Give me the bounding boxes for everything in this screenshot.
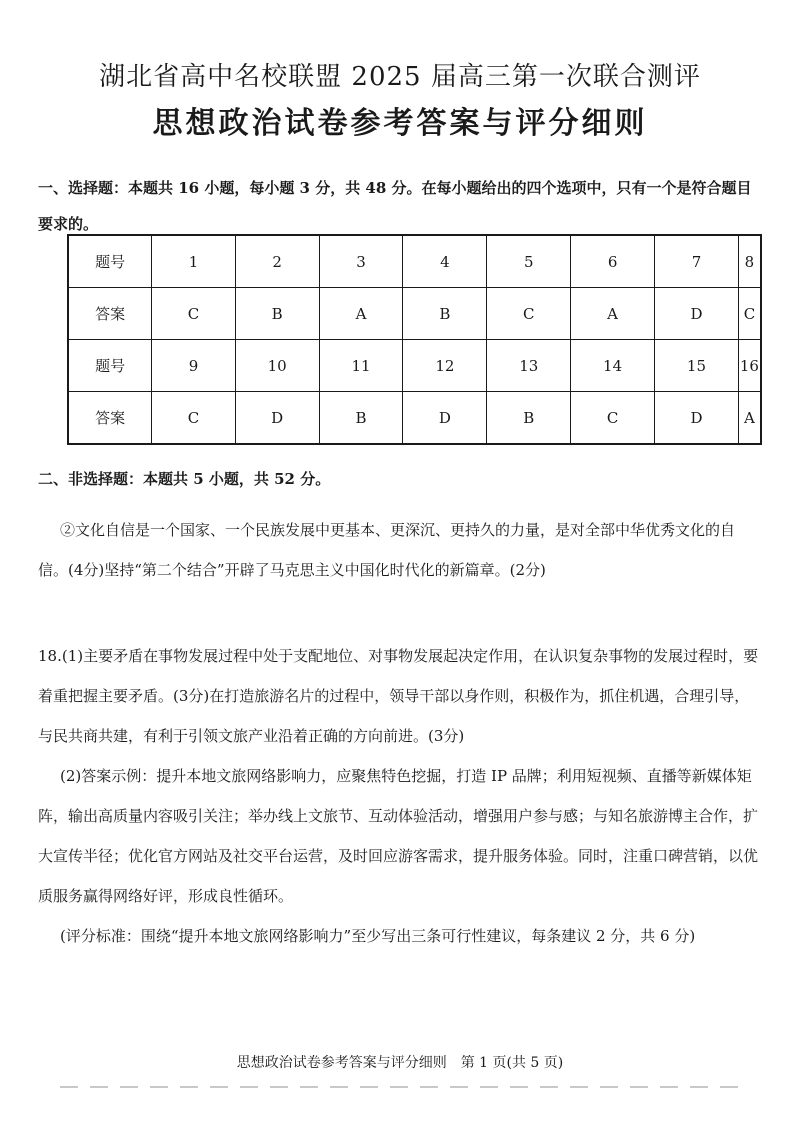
answer-cell: B: [487, 392, 571, 445]
answer-cell: C: [738, 288, 761, 340]
question-number: 3: [319, 235, 403, 288]
answer-cell: A: [571, 288, 655, 340]
answer-cell: B: [403, 288, 487, 340]
table-row-question-2: [68, 340, 761, 392]
answer-cell: B: [319, 392, 403, 445]
q17-paragraph: ②文化自信是一个国家、一个民族发展中更基本、更深沉、更持久的力量，是对全部中华优秀文化的自信。(4分)坚持“第二个结合”开辟了马克思主义中国化时代化的新篇章。(2分): [38, 521, 736, 579]
question-number: 13: [487, 340, 571, 392]
row-label-question: 题号: [68, 340, 152, 392]
q18-scoring-note: (评分标准：围绕“提升本地文旅网络影响力”至少写出三条可行性建议，每条建议 2 分，共 6 分): [60, 927, 696, 945]
question-number: 12: [403, 340, 487, 392]
answer-cell: B: [235, 288, 319, 340]
answer-cell: D: [235, 392, 319, 445]
q18-part2-paragraph: (2)答案示例：提升本地文旅网络影响力，应聚焦特色挖掘，打造 IP 品牌；利用短视频、直播等新媒体矩阵，输出高质量内容吸引关注；举办线上文旅节、互动体验活动，增强用户参与感；与知名旅游博主合作，扩大宣传半径；优化官方网站及社交平台运营，及时回应游客需求，提升服务体验。同时，注重口碑营销，以优质服务赢得网络好评，形成良性循环。: [38, 767, 759, 905]
table-row-answer-2: [68, 392, 761, 445]
page-footer: 思想政治试卷参考答案与评分细则 第 1 页(共 5 页): [236, 1055, 564, 1071]
answer-cell: D: [655, 392, 739, 445]
scan-artifact-line: [60, 1086, 740, 1088]
document-subtitle: 思想政治试卷参考答案与评分细则: [152, 106, 648, 141]
question-number: 15: [655, 340, 739, 392]
section-2-heading: 二、非选择题：本题共 5 小题，共 52 分。: [38, 470, 331, 488]
answer-cell: D: [403, 392, 487, 445]
row-label-answer: 答案: [68, 392, 152, 445]
question-number: 14: [571, 340, 655, 392]
answer-table: [67, 234, 762, 445]
question-number: 11: [319, 340, 403, 392]
question-number: 7: [655, 235, 739, 288]
answer-cell: C: [152, 392, 236, 445]
question-number: 4: [403, 235, 487, 288]
question-number: 10: [235, 340, 319, 392]
answer-cell: A: [319, 288, 403, 340]
answer-cell: C: [571, 392, 655, 445]
answer-cell: C: [152, 288, 236, 340]
question-number: 5: [487, 235, 571, 288]
question-17-answer: [38, 510, 764, 590]
document-title: 湖北省高中名校联盟 2025 届高三第一次联合测评: [99, 62, 701, 92]
answer-cell: A: [738, 392, 761, 445]
q18-part1-paragraph: 18.(1)主要矛盾在事物发展过程中处于支配地位、对事物发展起决定作用，在认识复杂事物的发展过程时，要着重把握主要矛盾。(3分)在打造旅游名片的过程中，领导干部以身作则，积极作为，抓住机遇，合理引导，与民共商共建，有利于引领文旅产业沿着正确的方向前进。(3分): [38, 647, 759, 745]
question-number: 2: [235, 235, 319, 288]
table-row-answer-1: [68, 288, 761, 340]
answer-cell: C: [487, 288, 571, 340]
question-18-answer: [38, 636, 764, 956]
section-1-heading: 一、选择题：本题共 16 小题，每小题 3 分，共 48 分。在每小题给出的四个选项中，只有一个是符合题目要求的。: [38, 179, 752, 233]
question-number: 16: [738, 340, 761, 392]
row-label-answer: 答案: [68, 288, 152, 340]
table-row-question-1: [68, 235, 761, 288]
question-number: 8: [738, 235, 761, 288]
question-number: 9: [152, 340, 236, 392]
answer-cell: D: [655, 288, 739, 340]
question-number: 1: [152, 235, 236, 288]
question-number: 6: [571, 235, 655, 288]
row-label-question: 题号: [68, 235, 152, 288]
